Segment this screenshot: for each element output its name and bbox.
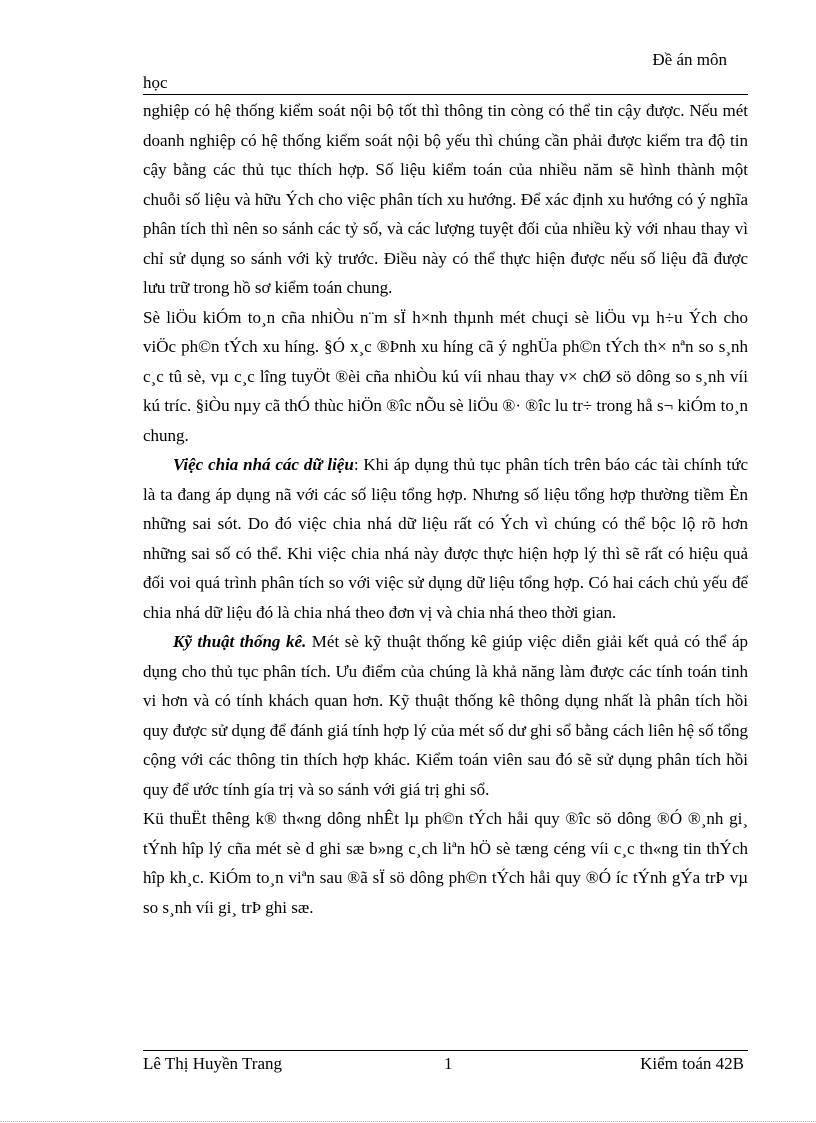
paragraph-2-garbled: Sè liÖu kiÓm to¸n cña nhiÒu n¨m sÏ h×nh thµnh mét chuçi sè liÖu vµ h÷u Ých cho viÖc ph©n tÝch xu híng. §Ó x¸c ®Þnh xu híng cã ý nghÜa ph©n tÝch th× nªn so s¸nh c¸c tû sè, vµ c¸c lîng tuyÖt ®èi cña nhiÒu kú víi nhau thay v× chØ sö dông so s¸nh víi kú tríc. §iÒu nµy cã thÓ thùc hiÖn ®îc nÕu sè liÖu ®· ®îc lu tr÷ trong hå s¬ kiÓm to¸n chung. <box>143 307 748 445</box>
paragraph-5-garbled: Kü thuËt thêng k® th«ng dông nhÊt lµ ph©n tÝch håi quy ®îc sö dông ®Ó ®¸nh gi¸ tÝnh hîp lý cña mét sè d ghi sæ b»ng c¸ch liªn hÖ sè tæng céng víi c¸c th«ng tin thÝch hîp kh¸c. KiÓm to¸n viªn sau ®ã sÏ sö dông ph©n tÝch håi quy ®Ó íc tÝnh gÝa trÞ vµ so s¸nh víi gi¸ trÞ ghi sæ. <box>143 809 748 917</box>
page-edge <box>0 1121 816 1122</box>
paragraph-3-heading: Việc chia nhá các dữ liệu <box>173 455 354 474</box>
footer-author: Lê Thị Huyền Trang <box>143 1054 282 1073</box>
footer-class: Kiểm toán 42B <box>640 1054 744 1073</box>
document-body <box>143 96 748 922</box>
paragraph-4-text: Mét sè kỹ thuật thống kê giúp việc diễn giải kết quả có thể áp dụng cho thủ tục phân tích. Ưu điểm của chúng là khả năng làm được các tính toán tinh vi hơn và có tính khách quan hơn. Kỹ thuật thống kê thông dụng nhất là phân tích hồi quy được sử dụng để đánh giá tính hợp lý của mét số dư ghi sổ bằng cách liên hệ số tổng cộng với các thông tin thích hợp khác. Kiểm toán viên sau đó sẽ sử dụng phân tích hồi quy để ước tính gía trị và so sánh với giá trị ghi sổ. <box>143 632 748 799</box>
header-title-left: học <box>143 73 168 92</box>
header-rule <box>143 94 748 95</box>
footer-page-number: 1 <box>444 1054 453 1073</box>
paragraph-1: nghiệp có hệ thống kiểm soát nội bộ tốt thì thông tin còng có thể tin cậy được. Nếu mét doanh nghiệp có hệ thống kiểm soát nội bộ yếu thì chúng cần phải được kiểm tra độ tin cậy bằng các thủ tục thích hợp. Số liệu kiểm toán của nhiều năm sẽ hình thành một chuỗi số liệu và hữu Ých cho việc phân tích xu hướng. Để xác định xu hướng có ý nghĩa phân tích thì nên so sánh các tỷ số, và các lượng tuyệt đối của nhiều kỳ với nhau thay vì chỉ sử dụng so sánh với kỳ trước. Điều này có thể thực hiện được nếu số liệu đã được lưu trữ trong hồ sơ kiểm toán chung. <box>143 101 748 297</box>
paragraph-3-text: : Khi áp dụng thủ tục phân tích trên báo các tài chính tức là ta đang áp dụng nã với các số liệu tổng hợp. Nhưng số liệu tổng hợp thường tiềm Èn những sai sót. Do đó việc chia nhá dữ liệu rất có Ých vì chúng có thể bộc lộ rõ hơn những sai số có thể. Khi việc chia nhá này được thực hiện hợp lý thì sẽ rất có hiệu quả đối voi quá trình phân tích so với việc sử dụng dữ liệu tổng hợp. Có hai cách chủ yếu để chia nhá dữ liệu đó là chia nhá theo đơn vị và chia nhá theo thời gian. <box>143 455 748 622</box>
paragraph-4-heading: Kỹ thuật thống kê. <box>173 632 307 651</box>
header-title-right: Đề án môn <box>652 50 727 69</box>
paragraph-4 <box>143 627 748 804</box>
paragraph-3 <box>143 450 748 627</box>
footer-rule <box>143 1050 748 1051</box>
